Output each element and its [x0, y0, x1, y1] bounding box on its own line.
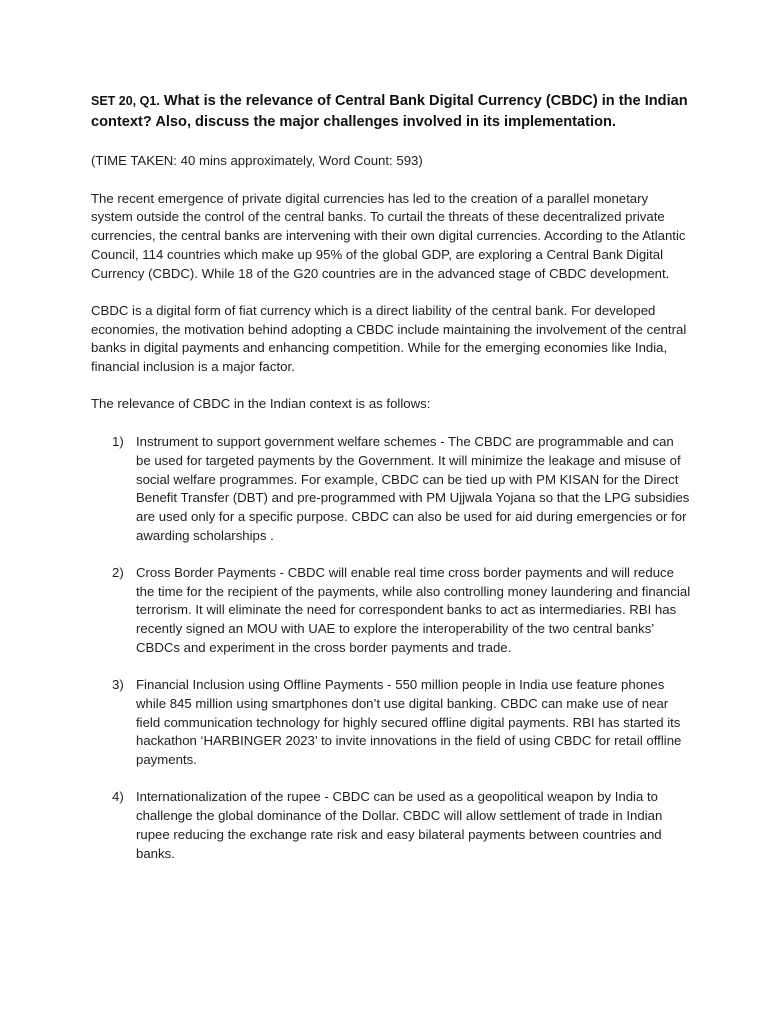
list-item: [91, 676, 691, 770]
relevance-intro: The relevance of CBDC in the Indian context is as follows:: [91, 396, 431, 412]
definition-paragraph: CBDC is a digital form of fiat currency which is a direct liability of the central bank. For developed economies, the motivation behind adopting a CBDC include maintaining the involvement of the central banks in digital payments and enhancing competition. While for the emerging economies like India, financial inclusion is a major factor.: [91, 302, 687, 375]
list-item-number: 3): [112, 677, 124, 693]
question-heading: [91, 91, 691, 133]
question-text: What is the relevance of Central Bank Digital Currency (CBDC) in the Indian context? Also, discuss the major challenges involved in its implementation.: [91, 93, 688, 130]
list-item-text: Cross Border Payments - CBDC will enable real time cross border payments and will reduce the time for the recipient of the payments, while also controlling money laundering and financial terrorism. It will eliminate the need for correspondent banks to act as intermediaries. RBI has recently signed an MOU with UAE to explore the interoperability of the two central banks’ CBDCs and experiment in the cross border payments and trade.: [136, 565, 691, 655]
list-item: [91, 788, 691, 863]
set-label: SET 20, Q1.: [91, 94, 160, 108]
intro-paragraph: The recent emergence of private digital currencies has led to the creation of a parallel monetary system outside the control of the central banks. To curtail the threats of these decentralized private currencies, the central banks are intervening with their own digital currencies. According to the Atlantic Council, 114 countries which make up 95% of the global GDP, are exploring a Central Bank Digital Currency (CBDC). While 18 of the G20 countries are in the advanced stage of CBDC development.: [91, 190, 686, 281]
list-item: [91, 564, 691, 658]
list-item-number: 1): [112, 434, 124, 450]
list-item-text: Financial Inclusion using Offline Payments - 550 million people in India use feature phones while 845 million using smartphones don’t use digital banking. CBDC can make use of near field communication technology for highly secured offline digital payments. RBI has started its hackathon ‘HARBINGER 2023’ to invite innovations in the field of using CBDC for retail offline payments.: [136, 677, 682, 768]
list-item-text: Instrument to support government welfare schemes - The CBDC are programmable and can be used for targeted payments by the Government. It will minimize the leakage and misuse of social welfare programmes. For example, CBDC can be tied up with PM KISAN for the Direct Benefit Transfer (DBT) and pre-programmed with PM Ujjwala Yojana so that the LPG subsidies are used only for a specific purpose. CBDC can also be used for aid during emergencies or for awarding scholarships .: [136, 434, 690, 543]
document-page: [91, 91, 691, 882]
list-item-number: 2): [112, 565, 124, 581]
list-item: [91, 433, 691, 545]
list-item-text: Internationalization of the rupee - CBDC can be used as a geopolitical weapon by India to challenge the global dominance of the Dollar. CBDC will allow settlement of trade in Indian rupee reducing the exchange rate risk and easy bilateral payments between countries and banks.: [136, 789, 663, 861]
time-taken: (TIME TAKEN: 40 mins approximately, Word Count: 593): [91, 153, 423, 168]
relevance-list: [91, 433, 691, 863]
list-item-number: 4): [112, 789, 124, 805]
